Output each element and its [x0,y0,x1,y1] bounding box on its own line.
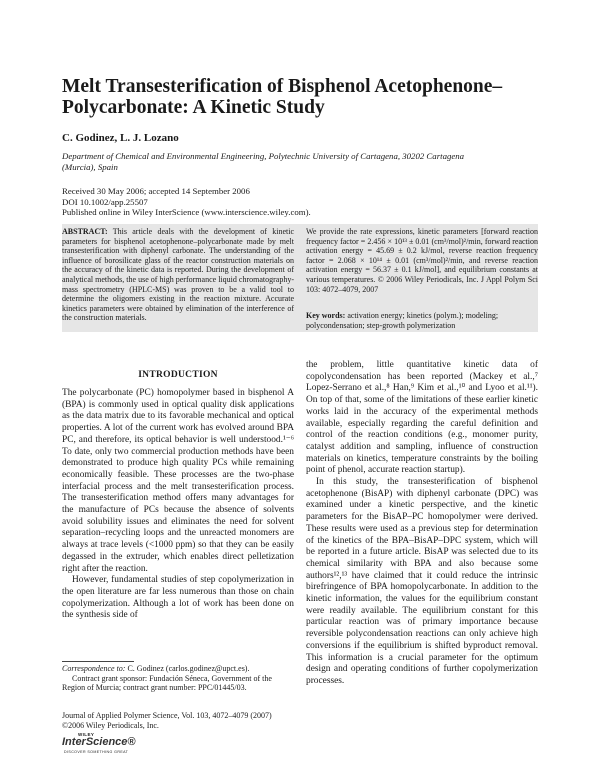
journal-info [62,711,294,730]
keywords-label: Key words: [306,311,346,320]
published-online: Published online in Wiley InterScience (www.interscience.wiley.com). [62,207,311,217]
logo-brand: InterScience® [62,736,136,748]
abstract-text-left: This article deals with the development of kinetic parameters for bisphenol acetophenone–polycarbonate made by melt transesterification with diphenyl carbonate. The understanding of the influence of borosilicate glass of the reactor construction materials on the accuracy of the kinetic data is reported. During the development of analytical methods, the use of high performance liquid chromatography-mass spectrometry (HPLC-MS) was proven to be a valid tool to determine the oligomers existing in the reaction mixture. Accurate kinetics parameters were obtained by elimination of the interference of the construction materials. [62,227,294,323]
keywords-text: activation energy; kinetics (polym.); modeling; polycondensation; step-growth polymerization [306,311,499,330]
wiley-interscience-logo [62,732,172,760]
grant-sponsor-note: Contract grant sponsor: Fundación Séneca, Government of the Region of Murcia; contract grant number: PPC/01445/03. [62,673,272,693]
keywords [306,311,538,330]
received-date: Received 30 May 2006; accepted 14 September 2006 [62,186,250,196]
authors: C. Godinez, L. J. Lozano [62,132,179,144]
abstract-label: ABSTRACT: [62,227,108,236]
abstract-left-column [62,227,294,323]
copyright-line: ©2006 Wiley Periodicals, Inc. [62,720,159,730]
journal-citation: Journal of Applied Polymer Science, Vol. 103, 4072–4079 (2007) [62,711,272,720]
doi: DOI 10.1002/app.25507 [62,196,148,207]
correspondence-label: Correspondence to: [62,664,126,673]
body-right-column [306,360,538,688]
body-left-column [62,388,294,622]
affiliation: Department of Chemical and Environmental Engineering, Polytechnic University of Cartagena, 30202 Cartagena (Murcia), Spain [62,151,465,172]
article-title: Melt Transesterification of Bisphenol Acetophenone–Polycarbonate: A Kinetic Study [62,76,503,118]
intro-paragraph-3: the problem, little quantitative kinetic data of copolycondensation has been reported (Mackey et al.,⁷ Lopez-Serrano et al.,⁸ Han,⁹ Kim et al.,¹⁰ and Lyoo et al.¹¹). On top of that, some of the limitations of these earlier kinetic works laid in the accuracy of the experimental methods available, especially regarding the careful definition and control of the reaction conditions (e.g., monomer purity, catalyst addition and sampling, influence of construction materials on kinetics, temperature constraints by the boiling point of phenol, accurate reaction startup). [306,360,538,476]
logo-publisher: WILEY [78,732,95,737]
abstract-right-column [306,227,538,294]
intro-paragraph-2: However, fundamental studies of step copolymerization in the open literature are far less numerous than those on chain copolymerization. Although a lot of work has been done on the synthesis side of [62,575,294,621]
logo-tagline: DISCOVER SOMETHING GREAT [64,750,129,754]
intro-paragraph-4: In this study, the transesterification of bisphenol acetophenone (BisAP) with diphenyl carbonate (DPC) was examined under a kinetic perspective, and the kinetic parameters for the BisAP–PC homopolymer were derived. These results were used as a previous step for determination of the kinetics of the BPA–BisAP–DPC system, which will be reported in a future article. BisAP was selected due to its chemical similarity with BPA and also because some authors¹²,¹³ have claimed that it could reduce the intrinsic birefringence of BPA homopolycarbonate. In addition to the kinetic information, the values for the equilibrium constant were readily available. The equilibrium constant for this particular reaction was of primary importance because reversible polycondensation reactions can only achieve high conversions if the equilibrium is shifted byproduct removal. This information is a crucial parameter for the optimum design and operating conditions of further copolymerization processes. [306,477,538,686]
footnote-divider [62,661,134,662]
correspondence-text: C. Godinez (carlos.godinez@upct.es). [127,664,250,673]
correspondence-note [62,664,294,674]
publication-history [62,186,462,218]
footnotes [62,664,294,693]
abstract-text-right: We provide the rate expressions, kinetic parameters [forward reaction frequency factor = 2.456 × 10¹³ ± 0.01 (cm³/mol)²/min, forward reaction activation energy = 45.69 ± 0.2 kJ/mol, reverse reaction frequency factor = 2.068 × 10¹⁴ ± 0.01 (cm³/mol)²/min, and reverse reaction activation energy = 56.37 ± 0.1 kJ/mol], and equilibrium constants at various temperatures. © 2006 Wiley Periodicals, Inc. J Appl Polym Sci 103: 4072–4079, 2007 [306,227,538,294]
section-heading-introduction: INTRODUCTION [138,370,218,380]
intro-paragraph-1: The polycarbonate (PC) homopolymer based in bisphenol A (BPA) is commonly used in optical quality disk applications as the data matrix due to its favorable mechanical and optical properties. A lot of the current work has evolved around BPA PC, and therefore, its optical behavior is well understood.¹⁻⁶ To date, only two commercial production methods have been demonstrated to produce high quality PCs while remaining economically feasible. These processes are the two-phase interfacial process and the melt transesterification process. The transesterification method offers many advantages for the manufacture of PCs because the absence of solvents avoid solubility issues and eliminates the need for solvent separation–recycling loops and the unreacted monomers are always at trace levels (<1000 ppm) so that they can be easily degassed in the extruder, which enables direct pelletization right after the reaction. [62,388,294,574]
